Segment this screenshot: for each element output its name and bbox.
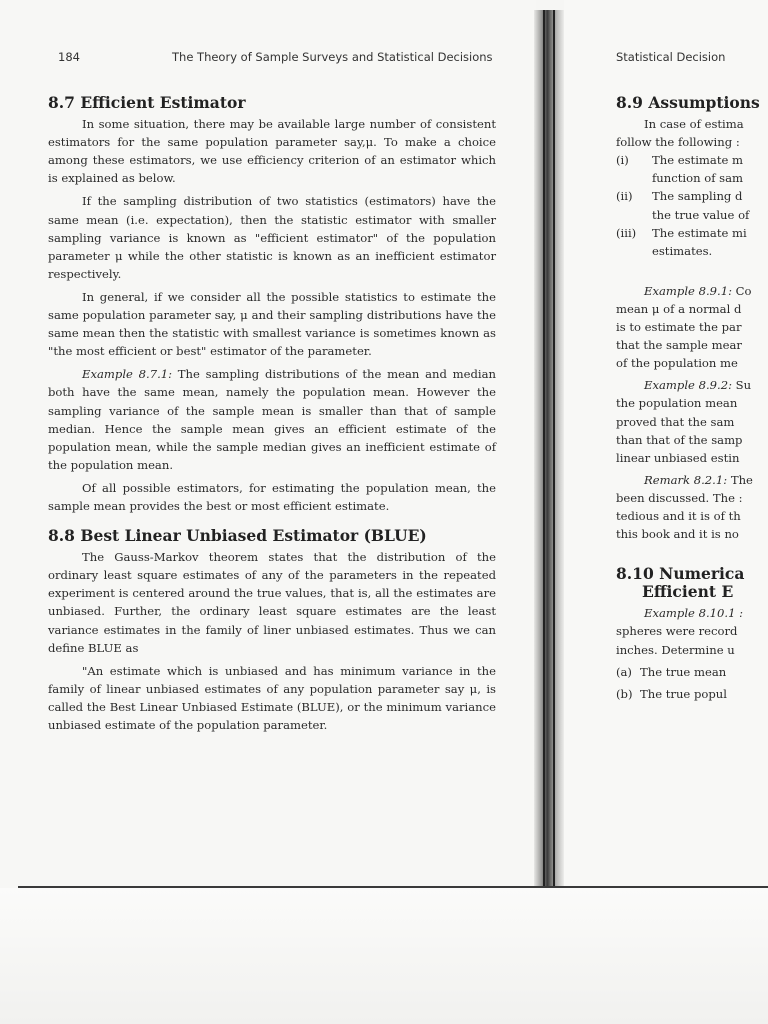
text-line: inches. Determine u [616,642,735,657]
example-label: Example 8.10.1 : [644,606,744,621]
list-text: estimates. [652,243,713,258]
text-line: been discussed. The : [616,490,743,505]
text-line: spheres were record [616,624,738,639]
text-line: proved that the sam [616,414,735,429]
left-text-column [48,94,496,739]
list-item [616,663,768,681]
section-heading-8-10: 8.10 Numerica [616,564,745,584]
paragraph: Of all possible estimators, for estimating the population mean, the sample mean provides the best or most efficient estimate. [48,480,496,513]
list-text: The true popul [640,686,727,701]
running-head: The Theory of Sample Surveys and Statistical Decisions [172,50,493,64]
list-text: function of sam [652,171,744,186]
paragraph: In general, if we consider all the possible statistics to estimate the same population parameter say, μ and their sampling distributions have the same mean then the statistic with smallest variance is sometimes known as "the most efficient or best" estimator of the parameter. [48,289,496,359]
paragraph: If the sampling distribution of two statistics (estimators) have the same mean (i.e. expectation), then the statistic estimator with smaller sampling variance is known as "efficient estimator" of the population parameter μ while the other statistic is known as an inefficient estimator respectively. [48,194,496,281]
section-heading-8-7: 8.7 Efficient Estimator [48,93,246,112]
section-heading-8-10-cont: Efficient E [642,582,734,602]
text-line: of the population me [616,356,738,371]
section-heading-8-9: 8.9 Assumptions [616,93,760,112]
scanner-background [0,888,768,1024]
text-line: mean μ of a normal d [616,301,742,316]
example-8-9-2 [616,376,768,394]
text-line: than that of the samp [616,432,743,447]
paragraph: In some situation, there may be available large number of consistent estimators for the same population parameter say,μ. To make a choice among these estimators, we use efficiency criterion of an estimator which is explained as below. [48,117,496,186]
list-number: (ii) [616,189,633,204]
list-text: The sampling d [652,189,743,204]
text-line: follow the following : [616,135,740,150]
text-line: this book and it is no [616,527,739,542]
remark-label: Remark 8.2.1: [644,472,728,487]
list-number: (a) [616,664,632,679]
list-text: The true mean [640,664,727,679]
book-gutter [534,10,564,890]
paragraph: "An estimate which is unbiased and has minimum variance in the family of linear unbiased estimates of any population parameter say μ, is called the Best Linear Unbiased Estimate (BLUE), or the minimum variance unbiased estimate of the population parameter. [48,663,496,732]
section-heading-8-8: 8.8 Best Linear Unbiased Estimator (BLUE) [48,526,427,546]
list-item [616,187,768,205]
gutter-line [543,10,545,890]
text-line: The [727,472,753,487]
example-label: Example 8.9.2: [644,378,732,393]
list-item [616,224,768,242]
example-8-10-1 [616,604,768,622]
example-label: Example 8.9.1: [644,283,732,298]
gutter-line [553,10,555,890]
example-8-9-1 [616,282,768,300]
text-line: the population mean [616,396,738,411]
list-text: the true value of [652,207,750,222]
list-number: (b) [616,686,633,701]
paragraph: The Gauss-Markov theorem states that the distribution of the ordinary least square estimates of any of the parameters in the repeated experiment is centered around the true values, that is, all the estimates are unbiased. Further, the ordinary least square estimates are the least variance estimates in the family of liner unbiased estimates. Thus we can define BLUE as [48,550,496,655]
running-head-right: Statistical Decision [616,50,726,64]
text-line: that the sample mear [616,338,742,353]
text-line: tedious and it is of th [616,508,741,523]
remark-8-2-1 [616,471,768,489]
example-label: Example 8.7.1: [82,367,173,382]
page-number: 184 [58,50,80,64]
text-line: Co [732,283,752,298]
list-number: (iii) [616,225,637,240]
text-line: Su [732,378,752,393]
right-page [564,0,768,888]
example-text: The sampling distributions of the mean and median both have the same mean, namely the population mean. However the sampling variance of the sample mean is smaller than that of sample median. Hence the sample mean gives an efficient estimate of the population mean, while the sample median gives an inefficient estimate of the population mean. [48,367,496,472]
list-item [616,151,768,169]
list-text: The estimate mi [652,225,747,240]
text-line: linear unbiased estin [616,450,740,465]
right-text-column [616,94,768,703]
list-number: (i) [616,153,629,168]
list-text: The estimate m [652,153,744,168]
text-line: is to estimate the par [616,320,742,335]
list-item [616,685,768,703]
text-line: In case of estima [644,117,744,132]
example-8-7-1 [48,365,496,474]
